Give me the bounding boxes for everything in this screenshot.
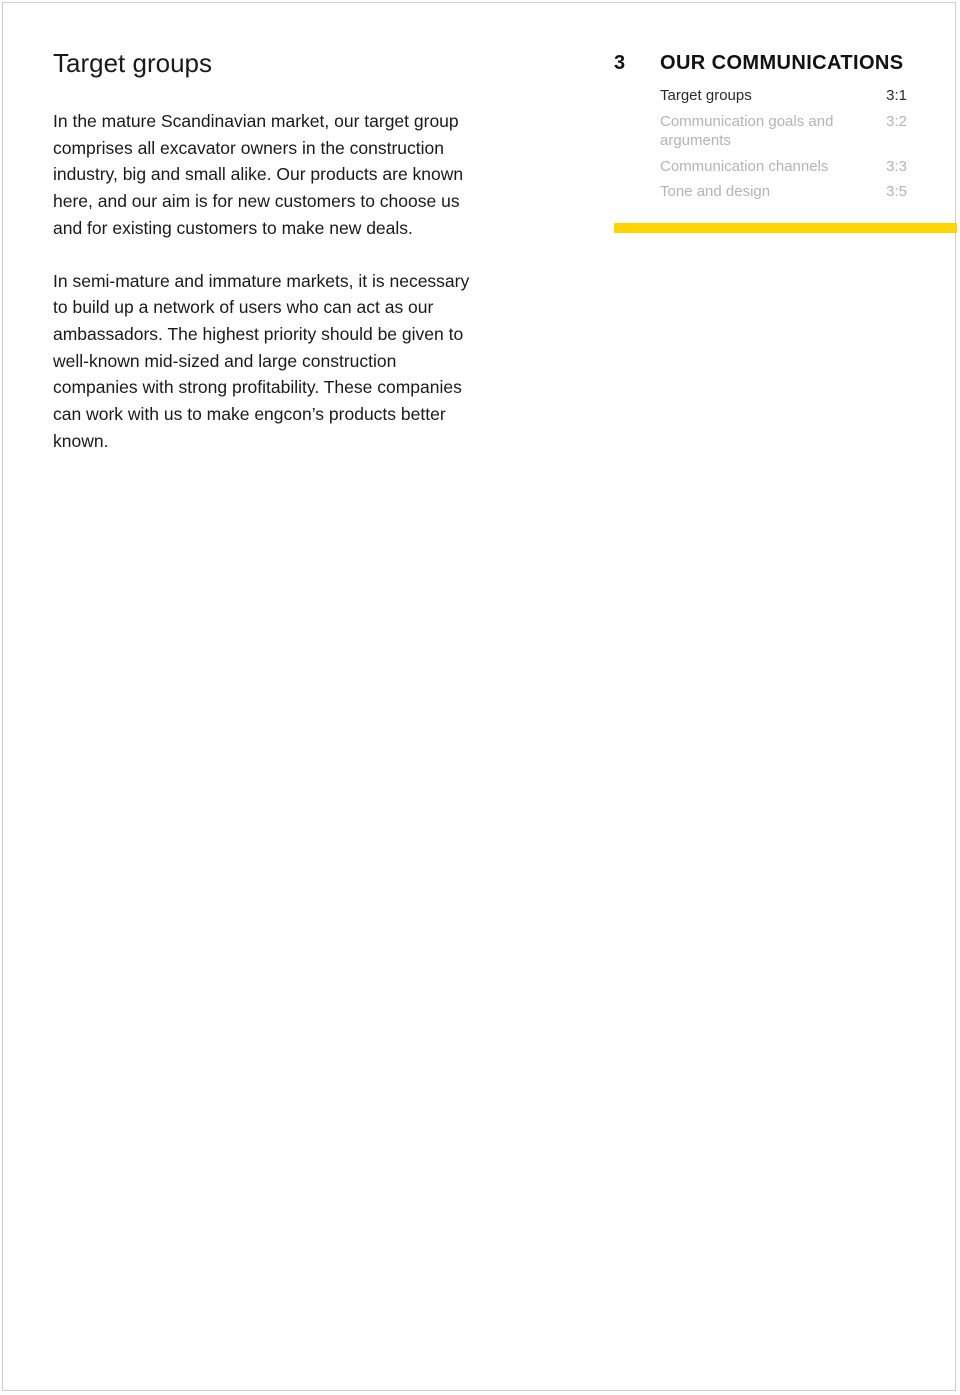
toc-item-page: 3:3 [886, 157, 907, 175]
section-title: OUR COMMUNICATIONS [660, 52, 904, 74]
section-toc [614, 52, 957, 208]
paragraph-semi-mature-market: In semi-mature and immature markets, it is necessary to build up a network of users who can act as our ambassadors. The highest priority should be given to well-known mid-sized and large construction companies with strong profitability. These companies can work with us to make engcon’s products better known. [53, 270, 470, 451]
section-number: 3 [614, 52, 626, 74]
toc-item-page: 3:1 [886, 87, 907, 104]
toc-item-target-groups[interactable] [660, 86, 907, 106]
toc-item-label: Communication goals and arguments [660, 112, 834, 149]
toc-item-tone-and-design[interactable] [660, 182, 907, 202]
paragraph-mature-market: In the mature Scandinavian market, our target group comprises all excavator owners in the construction industry, big and small alike. Our products are known here, and our aim is for new customers to choose us and for existing customers to make new deals. [53, 111, 464, 238]
toc-item-page: 3:5 [886, 183, 907, 200]
page-title: Target groups [53, 48, 212, 78]
toc-item-label: Target groups [660, 87, 752, 104]
toc-item-label: Tone and design [660, 183, 771, 200]
toc-item-communication-channels[interactable] [660, 157, 907, 177]
toc-item-page: 3:2 [886, 112, 907, 130]
toc-item-communication-goals[interactable] [660, 112, 907, 151]
toc-list [660, 86, 907, 202]
accent-bar [614, 223, 957, 233]
toc-item-label: Communication channels [660, 157, 829, 175]
toc-header [614, 52, 957, 80]
main-content [53, 46, 473, 480]
